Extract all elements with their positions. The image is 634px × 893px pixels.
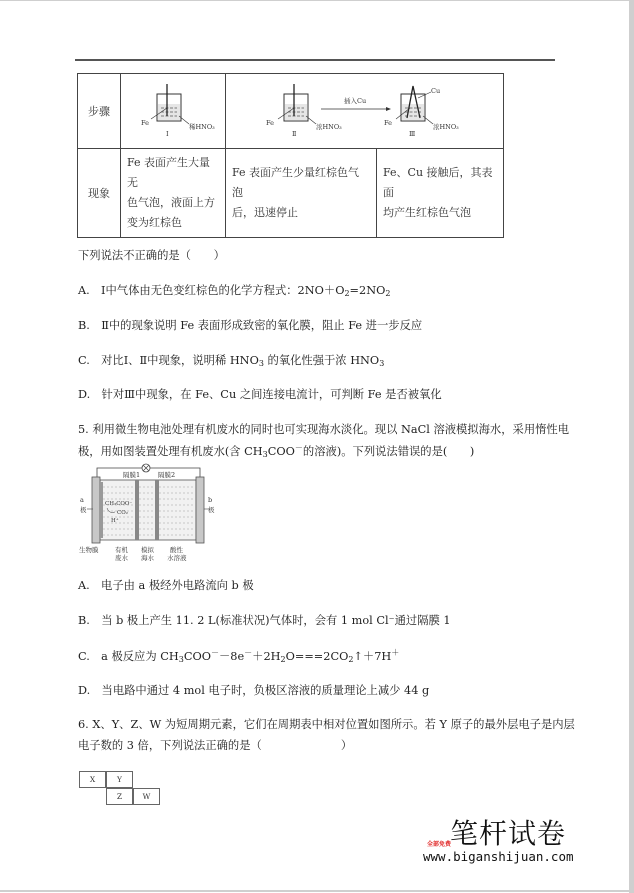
svg-text:Fe: Fe	[266, 119, 275, 127]
svg-text:有机: 有机	[115, 546, 128, 554]
header-rule	[75, 59, 555, 61]
beaker-diagram-II-III	[226, 74, 502, 145]
svg-text:隔膜1: 隔膜1	[123, 471, 141, 479]
svg-text:Fe: Fe	[384, 119, 393, 127]
svg-text:废水: 废水	[115, 554, 128, 562]
watermark-url: www.biganshijuan.com	[423, 849, 574, 864]
q4-option-c: C. 对比Ⅰ、Ⅱ中现象，说明稀 $HNO_3$ 的氧化性强于浓 $HNO_3$	[78, 354, 385, 368]
page-top-border	[0, 0, 634, 1]
svg-text:Cu: Cu	[431, 87, 441, 95]
svg-text:a: a	[80, 496, 84, 504]
svg-text:插入Cu: 插入Cu	[344, 97, 367, 105]
watermark	[410, 812, 610, 872]
svg-text:水溶液: 水溶液	[167, 554, 187, 562]
svg-text:酸性: 酸性	[170, 546, 183, 554]
observation-III: Fe、Cu 接触后，其表面 均产生红棕色气泡	[377, 149, 504, 238]
page-bottom-border	[0, 890, 634, 892]
page-right-border	[629, 0, 634, 893]
row-label-observations: 现象	[78, 149, 121, 238]
watermark-title: 笔杆试卷	[450, 817, 567, 850]
svg-text:海水: 海水	[141, 554, 154, 562]
svg-text:b: b	[208, 496, 213, 504]
cell-z: Z	[106, 788, 133, 805]
step-II-III-cell	[226, 74, 504, 149]
cell-x: X	[79, 771, 106, 788]
observation-I: Fe 表面产生大量无 色气泡，液面上方 变为红棕色	[121, 149, 226, 238]
q5-option-b: B. 当 b 极上产生 11. 2 L(标准状况)气体时，会有 1 mol Cl⁻通过隔膜 1	[78, 614, 451, 627]
watermark-free-tag: 全部免费	[427, 841, 452, 848]
q4-option-a: A. Ⅰ中气体由无色变红棕色的化学方程式：$2NO+O_2=2NO_2$	[78, 284, 391, 298]
svg-text:CH₃COO⁻: CH₃COO⁻	[105, 501, 133, 507]
q5-stem-line1: 5. 利用微生物电池处理有机废水的同时也可实现海水淡化。现以 NaCl 溶液模拟海水，采用惰性电	[78, 423, 570, 436]
svg-text:Ⅰ: Ⅰ	[166, 130, 169, 138]
q5-option-c: C. a 极反应为 $CH_3COO^--8e^-+2H_2O===2CO_2↑+7H^+$	[78, 648, 400, 664]
svg-text:隔膜2: 隔膜2	[158, 471, 176, 479]
svg-text:稀HNO₃: 稀HNO₃	[189, 123, 215, 131]
svg-text:CO₂: CO₂	[117, 510, 128, 516]
beaker-diagram-I	[121, 74, 225, 145]
svg-text:Ⅱ: Ⅱ	[292, 130, 297, 138]
q5-stem-line2: 极，用如图装置处理有机废水(含 $CH_3COO^-$的溶液)。下列说法错误的是( )	[78, 443, 475, 459]
q5-option-d: D. 当电路中通过 4 mol 电子时，负极区溶液的质量理论上减少 44 g	[78, 684, 430, 697]
svg-text:浓HNO₃: 浓HNO₃	[433, 123, 459, 131]
svg-text:极: 极	[80, 506, 87, 514]
q4-option-d: D. 针对Ⅲ中现象，在 Fe、Cu 之间连接电流计，可判断 Fe 是否被氧化	[78, 388, 442, 401]
svg-text:浓HNO₃: 浓HNO₃	[316, 123, 342, 131]
cell-w: W	[133, 788, 160, 805]
svg-text:H⁺: H⁺	[111, 518, 119, 524]
experiment-table	[77, 73, 504, 238]
microbial-cell-diagram	[75, 462, 225, 562]
q4-option-b: B. Ⅱ中的现象说明 Fe 表面形成致密的氧化膜，阻止 Fe 进一步反应	[78, 319, 423, 332]
svg-text:Ⅲ: Ⅲ	[409, 130, 416, 138]
svg-text:生物膜: 生物膜	[79, 546, 99, 554]
svg-text:Fe: Fe	[141, 119, 150, 127]
svg-text:模拟: 模拟	[141, 546, 154, 554]
q6-stem-line2: 电子数的 3 倍，下列说法正确的是（ ）	[78, 739, 353, 752]
q4-stem: 下列说法不正确的是（ ）	[78, 249, 225, 262]
svg-text:极: 极	[208, 506, 215, 514]
observation-II: Fe 表面产生少量红棕色气泡 后，迅速停止	[226, 149, 377, 238]
cell-y: Y	[106, 771, 133, 788]
q5-option-a: A. 电子由 a 极经外电路流向 b 极	[78, 579, 254, 592]
q6-stem-line1: 6. X、Y、Z、W 为短周期元素，它们在周期表中相对位置如图所示。若 Y 原子的最外层电子是内层	[78, 718, 575, 731]
row-label-steps: 步骤	[78, 74, 121, 149]
step-I-cell	[121, 74, 226, 149]
